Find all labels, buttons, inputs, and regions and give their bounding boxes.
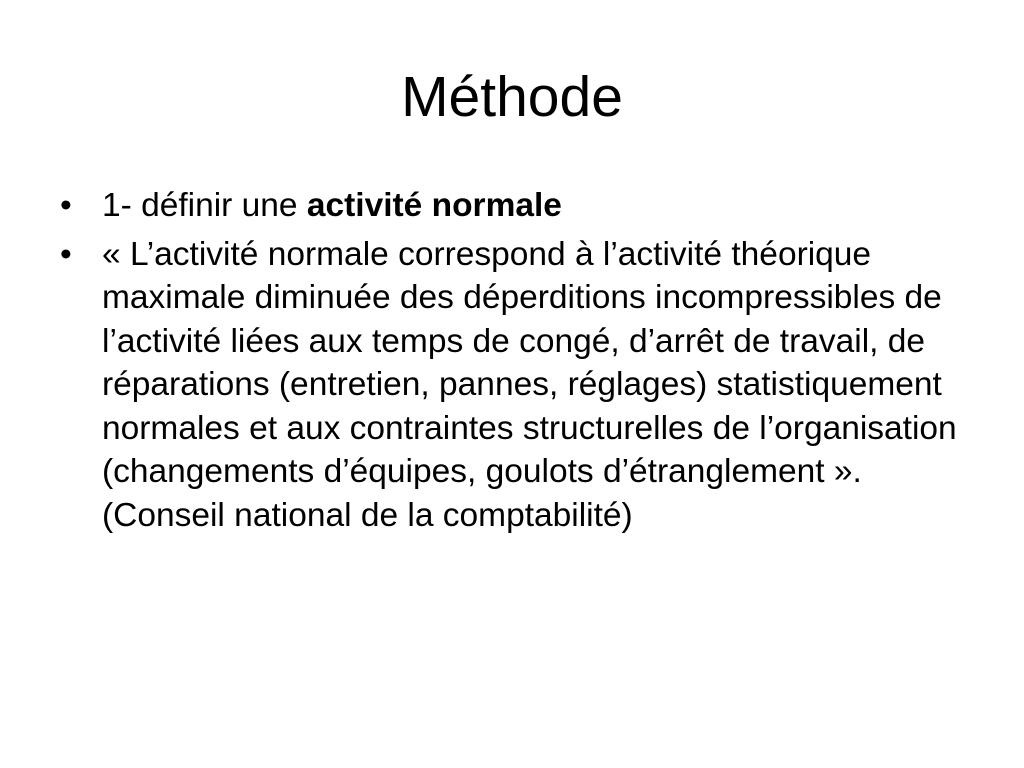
bullet-dot-icon: • <box>60 187 72 224</box>
bullet-text: 1- définir une <box>102 187 307 224</box>
bullet-list <box>60 184 960 542</box>
list-item <box>60 233 960 538</box>
slide-title: Méthode <box>401 65 623 129</box>
bullet-bold-text: activité normale <box>306 187 562 224</box>
bullet-dot-icon: • <box>60 235 72 273</box>
list-item <box>60 184 960 228</box>
bullet-text: « L’activité normale correspond à l’activité théorique maximale diminuée des déperditions incompressibles de l’activité liées aux temps de congé, d’arrêt de travail, de réparations (entretien, pannes, réglages) statistiquement normales et aux contraintes structurelles de l’organisation (changements d’équipes, goulots d’étranglement ». (Conseil national de la comptabilité) <box>102 235 957 534</box>
